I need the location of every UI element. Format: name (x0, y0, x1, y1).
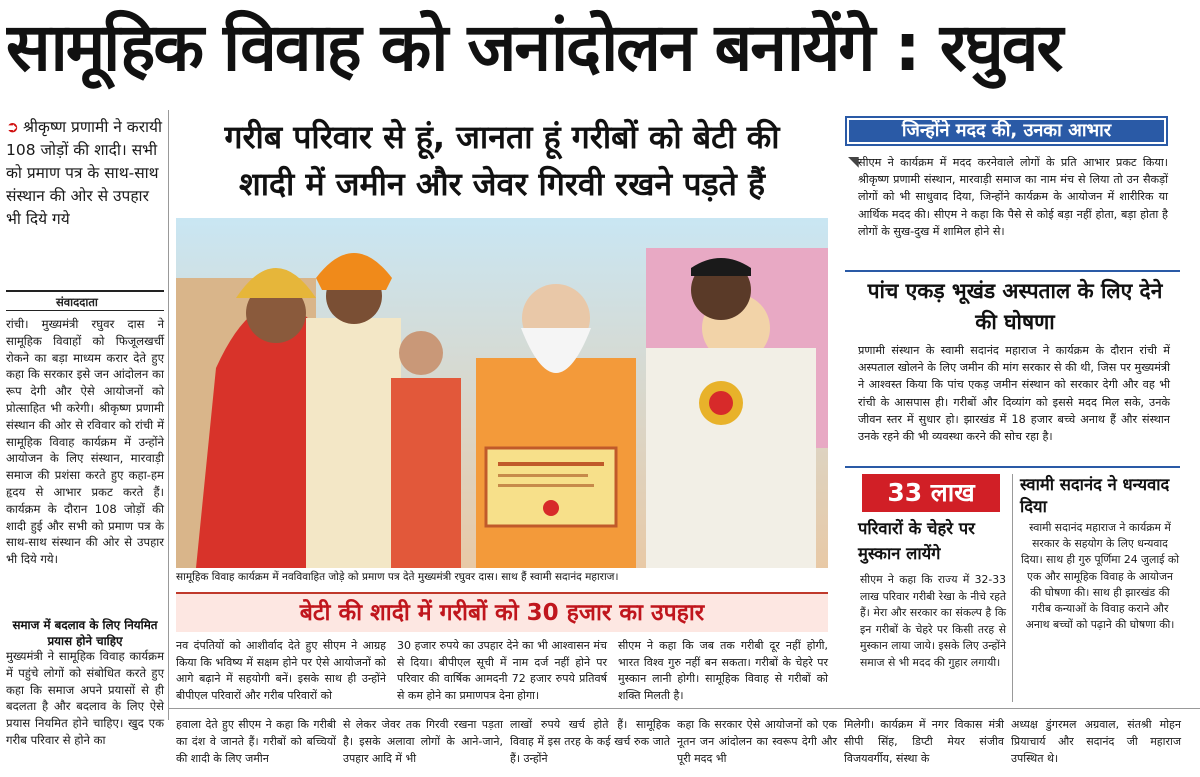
bottom-column: लाखों रुपये खर्च होते हैं। सामूहिक विवाह में इस तरह के कई खर्च रुक जाते हैं। उन्होंने (510, 718, 670, 765)
lakh-badge: 33 लाख (862, 474, 1000, 512)
left-body: रांची। मुख्यमंत्री रघुवर दास ने सामूहिक विवाहों को फिजूलखर्ची रोकने का बड़ा माध्यम करार देते हुए कहा कि सरकार इसे जन आंदोलन का रूप देगी और ऐसे आयोजनों को प्रोत्साहित भी करेगी। श्रीकृष्ण प्रणामी संस्थान की ओर से रविवार को रांची में सामूहिक विवाह कार्यक्रम में उन्होंने आयोजन के लिए संस्थान, मारवाड़ी समाज की प्रशंसा करते हुए कहा-हम हृदय से आभार प्रकट करते हैं। कार्यक्रम के दौरान 108 जोड़ों की शादी हुई और सभी को प्रमाण पत्र के साथ-साथ संस्थान की ओर से उपहार भी दिये गये। (6, 317, 164, 567)
gift-banner: बेटी की शादी में गरीबों को 30 हजार का उपहार (176, 592, 828, 632)
center-column-1: नव दंपतियों को आशीर्वाद देते हुए सीएम ने आग्रह किया कि भविष्य में सक्षम होने पर ऐसे आयोजनों को आगे बढ़ाने में सहयोगी बनें। इसके साथ ही उन्होंने बीपीएल परिवारों और गरीब परिवारों को (176, 639, 386, 702)
center-headline (176, 114, 828, 208)
center-headline-line2: शादी में जमीन और जेवर गिरवी रखने पड़ते हैं (239, 165, 765, 203)
column-rule (1012, 474, 1013, 702)
center-column-2: 30 हजार रुपये का उपहार देने का भी आश्वासन मंच से दिया। बीपीएल सूची में नाम दर्ज नहीं होने पर परिवार की वार्षिक आमदनी 72 हजार रुपये प्रतिवर्ष से कम होने का प्रमाणपत्र देना होगा। (397, 639, 607, 702)
left-kicker-text: श्रीकृष्ण प्रणामी ने करायी 108 जोड़ों की शादी। सभी को प्रमाण पत्र के साथ-साथ संस्थान की ओर से उपहार भी दिये गये (6, 118, 163, 228)
thanks-body: सीएम ने कार्यक्रम में मदद करनेवाले लोगों के प्रति आभार प्रकट किया। श्रीकृष्ण प्रणामी संस्थान, मारवाड़ी समाज का नाम मंच से लिया तो उन सैकड़ों लोगों को भी साधुवाद दिया, जिन्होंने कार्यक्रम के आयोजन में शारीरिक या आर्थिक मदद की। सीएम ने कहा कि पैसे से कोई बड़ा नहीं होता, बड़ा होता है लोगों के सुख-दुख में शामिल होने से। (858, 156, 1168, 238)
swami-title: स्वामी सदानंद ने धन्यवाद दिया (1020, 475, 1170, 516)
center-headline-line1: गरीब परिवार से हूं, जानता हूं गरीबों को बेटी की (224, 118, 780, 156)
bottom-column: कहा कि सरकार ऐसे आयोजनों को एक नूतन जन आंदोलन का स्वरूप देगी और पूरी मदद भी (677, 718, 837, 765)
divider (845, 466, 1180, 468)
photo-caption: सामूहिक विवाह कार्यक्रम में नवविवाहित जोड़े को प्रमाण पत्र देते मुख्यमंत्री रघुवर दास। साथ हैं स्वामी सदानंद महाराज। (176, 571, 619, 583)
hospital-title: पांच एकड़ भूखंड अस्पताल के लिए देने की घोषणा (867, 279, 1163, 334)
lakh-body: सीएम ने कहा कि राज्य में 32-33 लाख परिवार गरीबी रेखा के नीचे रहते हैं। मेरा और सरकार का संकल्प है कि इन गरीबों के चेहरे पर किसी तरह से मुस्कान लाया जाये। इसके लिए उन्होंने समाज से भी मदद की गुहार लगायी। (860, 573, 1006, 669)
event-photo (176, 218, 828, 568)
left-body-2: मुख्यमंत्री ने सामूहिक विवाह कार्यक्रम में पहुंचे लोगों को संबोधित करते हुए कहा कि समाज अपने प्रयासों से ही बदलता है और बदलाव के लिए ऐसे प्रयास नियमित होने चाहिए। खुद एक गरीब परिवार से होने का (6, 649, 164, 747)
column-rule (168, 110, 169, 720)
left-subhead: समाज में बदलाव के लिए नियमित प्रयास होने चाहिए (12, 618, 158, 648)
left-kicker (6, 116, 166, 231)
bottom-column: मिलेगी। कार्यक्रम में नगर विकास मंत्री सीपी सिंह, डिप्टी मेयर संजीव विजयवर्गीय, संस्था के (844, 718, 1004, 765)
swami-body: स्वामी सदानंद महाराज ने कार्यक्रम में सरकार के सहयोग के लिए धन्यवाद दिया। साथ ही गुरु पूर्णिमा 24 जुलाई को एक और सामूहिक विवाह के आयोजन की घोषणा की। साथ ही झारखंड की गरीब कन्याओं के विवाह कराने और अनाथ बच्चों को पढ़ाने की घोषणा की। (1020, 521, 1179, 632)
quote-icon: ◥ (848, 154, 859, 170)
bottom-column: से लेकर जेवर तक गिरवी रखना पड़ता है। इसके अलावा लोगों के आने-जाने, उपहार आदि में भी (343, 718, 503, 765)
bottom-column: हवाला देते हुए सीएम ने कहा कि गरीबी का दंश वे जानते हैं। गरीबों को बच्चियों की शादी के लिए जमीन (176, 718, 336, 765)
center-column-3: सीएम ने कहा कि जब तक गरीबी दूर नहीं होगी, भारत विश्व गुरु नहीं बन सकता। गरीबों के चेहरे पर मुस्कान लानी होगी। सामूहिक विवाह से गरीबों को शक्ति मिलती है। (618, 639, 828, 702)
arrow-icon: ➲ (6, 118, 19, 136)
main-headline: सामूहिक विवाह को जनांदोलन बनायेंगे : रघुवर (6, 9, 1062, 86)
thanks-title: जिन्होंने मदद की, उनका आभार (849, 120, 1164, 142)
lakh-title: परिवारों के चेहरे पर मुस्कान लायेंगे (858, 519, 975, 563)
bottom-column: अध्यक्ष डुंगरमल अग्रवाल, संतश्री मोहन प्रियाचार्य और सदानंद जी महाराज उपस्थित थे। (1011, 718, 1181, 765)
hospital-body: प्रणामी संस्थान के स्वामी सदानंद महाराज ने कार्यक्रम के दौरान रांची में अस्पताल खोलने के लिए जमीन की मांग सरकार से की थी, जिस पर मुख्यमंत्री ने आश्वस्त किया कि पांच एकड़ जमीन संस्थान को सरकार देगी और वह भी रांची के आसपास ही। गरीबों और दिव्यांग को इससे मदद मिल सके, उनके जीवन स्तर में सुधार हो। झारखंड में 18 हजार बच्चे अनाथ हैं और संस्थान उनके रहने की भी व्यवस्था करने की सोच रहा है। (858, 344, 1170, 444)
divider (845, 270, 1180, 272)
divider (6, 310, 164, 311)
thanks-title-box (845, 116, 1168, 146)
byline: संवाददाता (56, 295, 98, 309)
divider (168, 708, 1200, 709)
divider (6, 290, 164, 292)
